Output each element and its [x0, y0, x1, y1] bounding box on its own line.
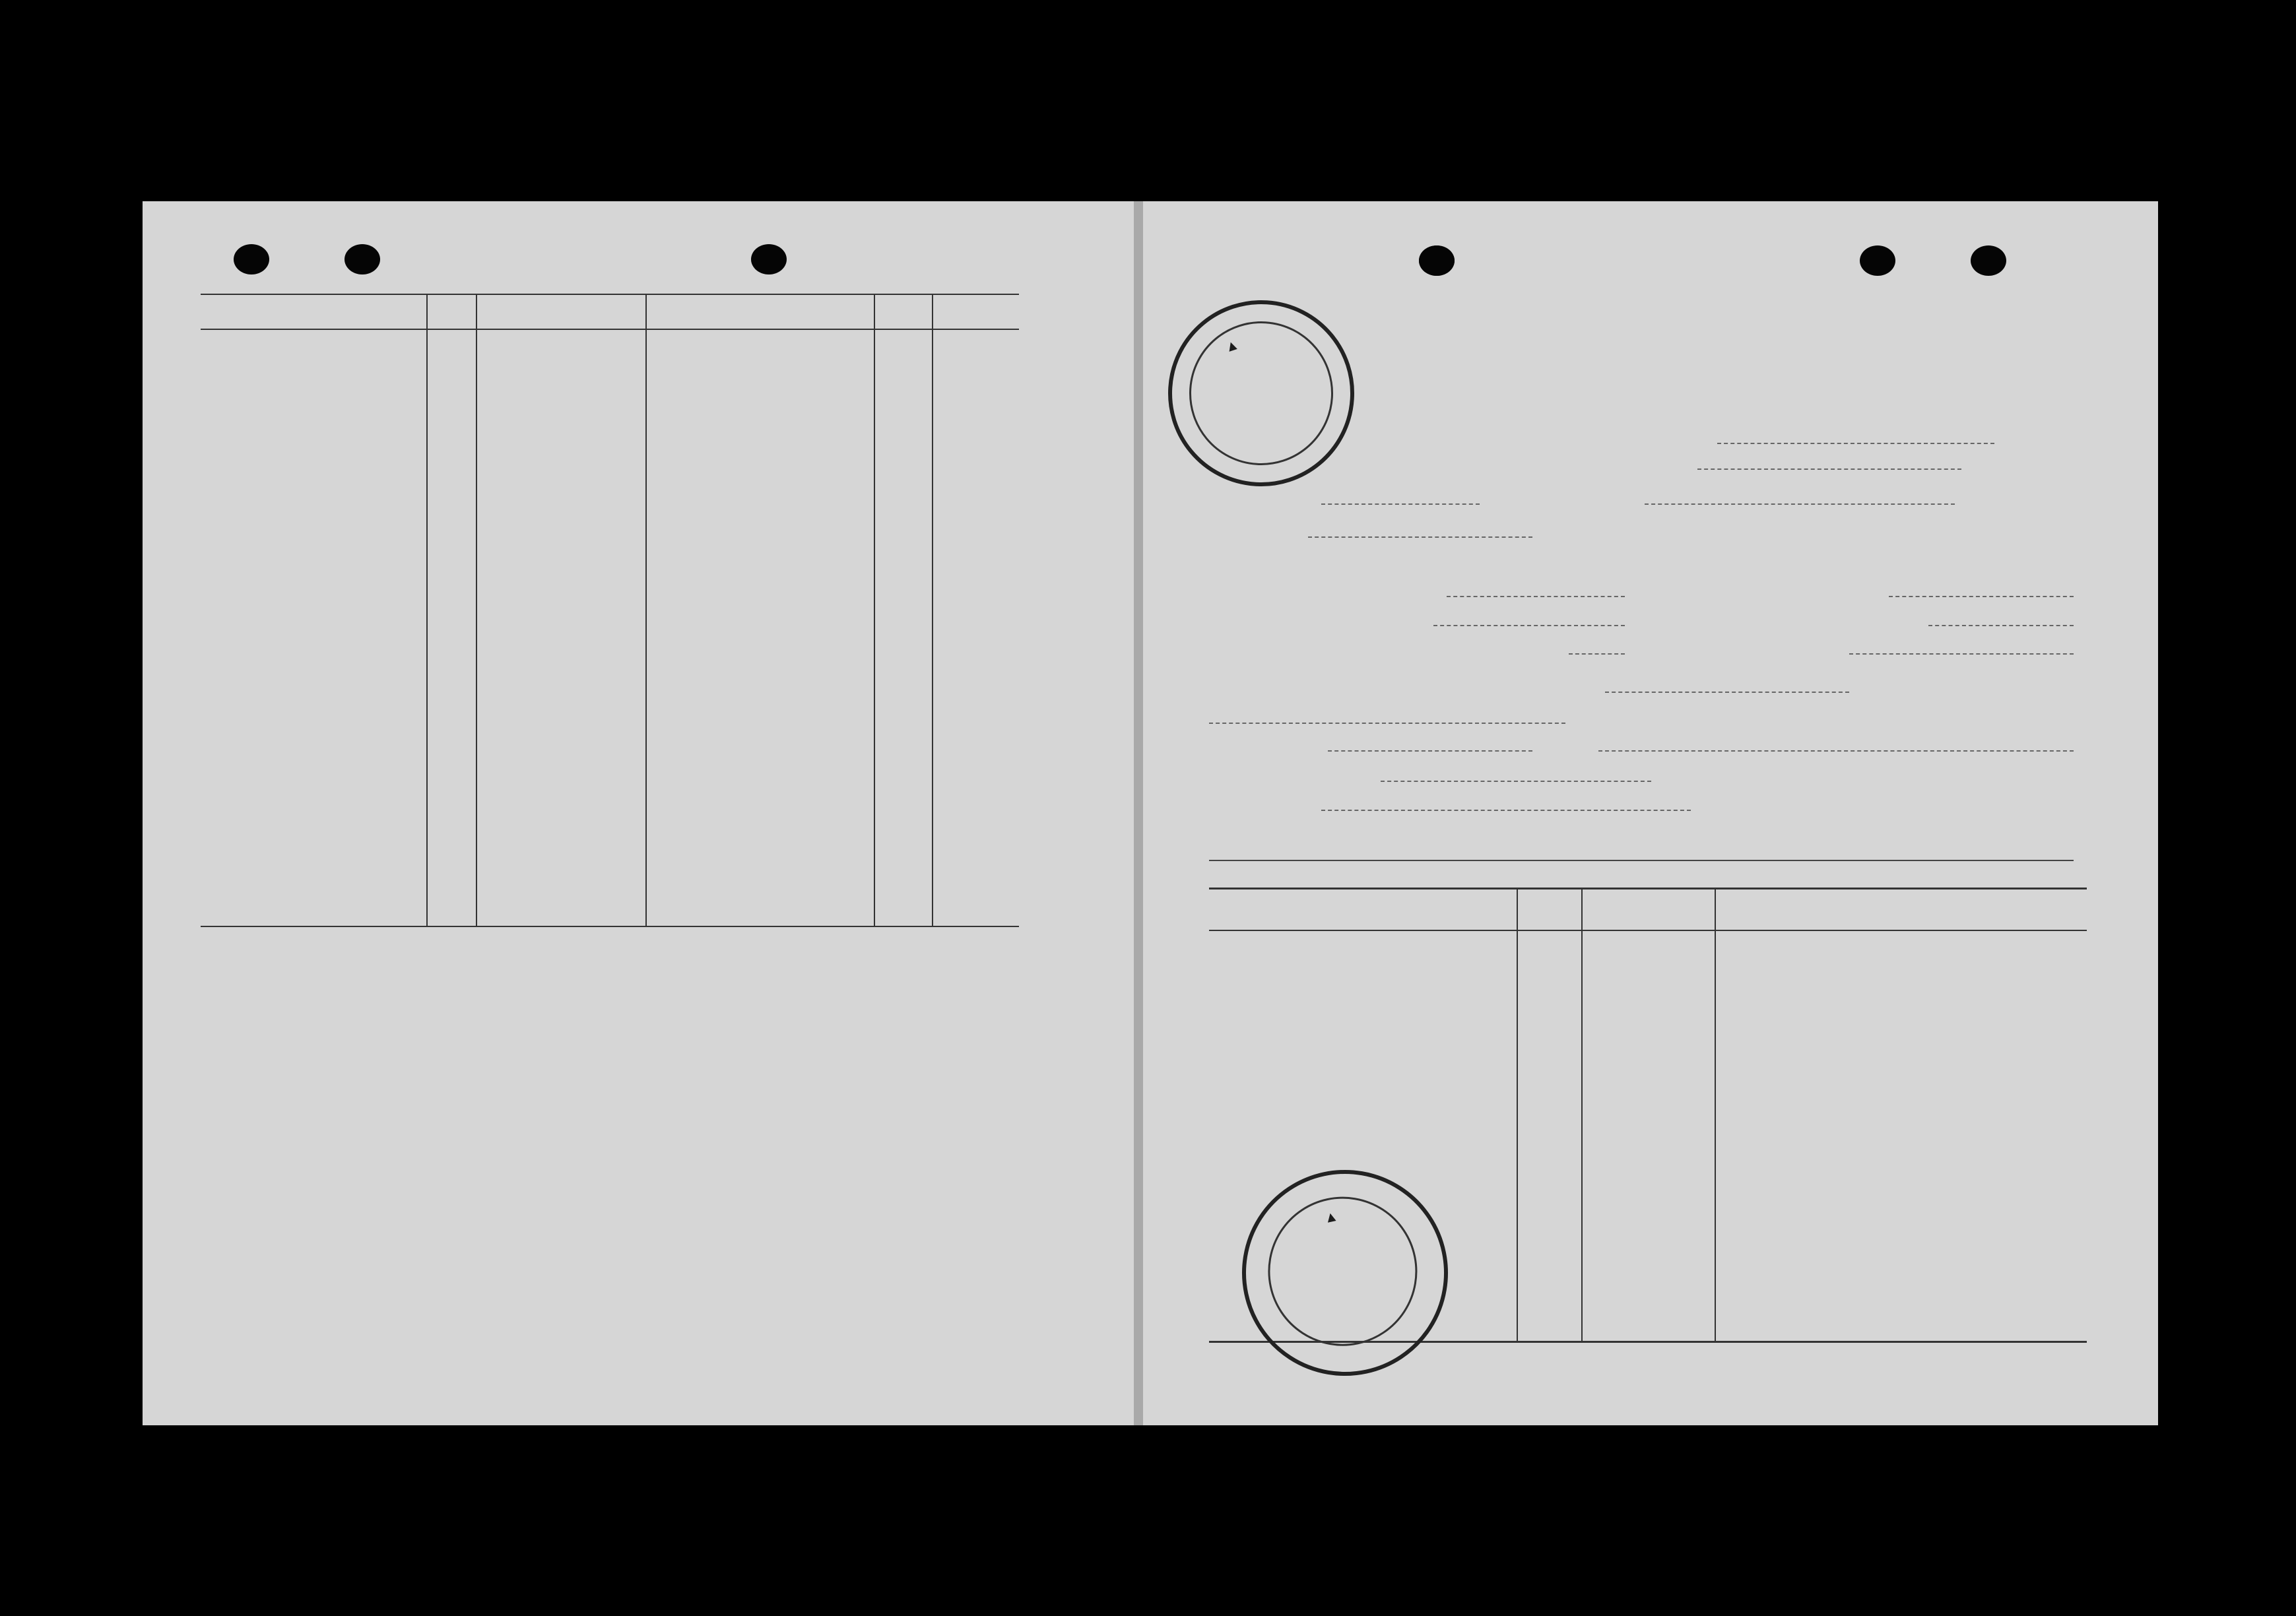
- received-stamp-1: [1144, 276, 1378, 510]
- left-sheet: [143, 201, 1134, 1425]
- punch-hole: [234, 244, 269, 275]
- section-36-text: [209, 1095, 1024, 1107]
- right-sheet: [1143, 201, 2158, 1425]
- punch-hole: [1860, 245, 1895, 276]
- stamp-arrow-icon: ▲: [1222, 335, 1241, 356]
- stamp-arrow-icon: ▲: [1322, 1207, 1340, 1227]
- punch-hole: [1419, 245, 1455, 276]
- page-fold: [1134, 201, 1143, 1425]
- punch-hole: [1971, 245, 2006, 276]
- received-stamp-2: [1223, 1151, 1467, 1395]
- punch-hole: [751, 244, 787, 275]
- punch-hole: [344, 244, 380, 275]
